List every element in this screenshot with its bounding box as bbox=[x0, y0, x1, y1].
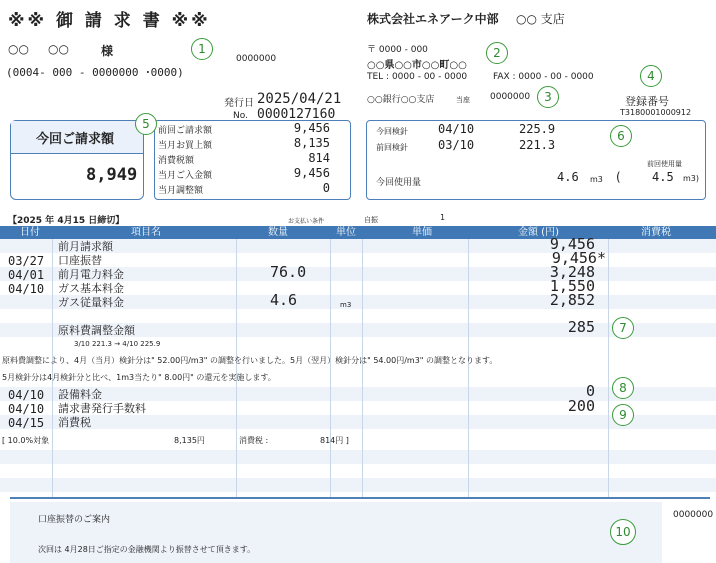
customer-code: (0004- 000 - 0000000 ･0000) bbox=[6, 66, 184, 79]
th-qty: 数量 bbox=[268, 227, 288, 238]
period-label: 【2025 年 4月15 日締切】 bbox=[8, 216, 125, 226]
row-amount: 9,456* bbox=[551, 249, 606, 267]
row-amount: 3,248 bbox=[549, 263, 595, 281]
column-divider bbox=[468, 239, 469, 499]
sender-tel: TEL : 0000 - 00 - 0000 bbox=[367, 72, 468, 82]
summary-label: 前回ご請求額 bbox=[158, 126, 213, 136]
row-item: 設備料金 bbox=[58, 388, 102, 401]
column-divider bbox=[236, 239, 237, 499]
meter-usage-value: 4.6 bbox=[557, 170, 579, 184]
th-amount: 金額 (円) bbox=[518, 227, 559, 238]
customer-name: ○○ bbox=[48, 42, 69, 56]
issue-no-label: No. bbox=[233, 111, 248, 121]
row-amount: 1,550 bbox=[549, 277, 595, 295]
th-tax: 消費税 bbox=[641, 227, 671, 238]
customer-name-prefix: ○○ bbox=[8, 42, 29, 56]
document-title: ※※ 御 請 求 書 ※※ bbox=[8, 11, 211, 31]
summary-value: 0 bbox=[322, 181, 330, 195]
bank-name: ○○銀行○○支店 bbox=[367, 95, 435, 105]
customer-honorific: 様 bbox=[101, 44, 114, 58]
summary-value: 814 bbox=[308, 151, 330, 165]
summary-value: 9,456 bbox=[293, 166, 330, 180]
row-item: 前月電力料金 bbox=[58, 268, 124, 281]
meter-usage-label: 今回使用量 bbox=[376, 178, 422, 188]
meter-prev-usage-value: 4.5 bbox=[652, 170, 674, 184]
row-item: ガス基本料金 bbox=[58, 282, 124, 295]
callout-badge: 8 bbox=[612, 377, 634, 399]
summary-label: 当月お買上額 bbox=[158, 141, 213, 151]
callout-badge: 7 bbox=[612, 317, 634, 339]
row-amount: 0 bbox=[585, 382, 595, 400]
row-qty: 76.0 bbox=[270, 263, 307, 281]
adjustment-note-1: 原料費調整により、4月（当月）検針分は" 52.00円/m3" の調整を行いました。5月（翌月）検針分は" 54.00円/m3" の調整となります。 bbox=[2, 356, 498, 365]
customer-code-right: 0000000 bbox=[236, 54, 277, 64]
payment-label: お支払い条件 bbox=[288, 218, 325, 225]
footer-message: 次回は 4月28日ご指定の金融機関より振替させて頂きます。 bbox=[38, 545, 256, 554]
th-unit: 単位 bbox=[336, 227, 356, 238]
column-divider bbox=[52, 239, 53, 499]
footer-code: 0000000 bbox=[673, 510, 714, 520]
column-divider bbox=[608, 239, 609, 499]
row-date: 03/27 bbox=[8, 254, 45, 268]
account-number: 0000000 bbox=[490, 92, 531, 102]
row-item: 口座振替 bbox=[58, 254, 102, 267]
row-amount: 285 bbox=[567, 318, 595, 336]
row-date: 04/01 bbox=[8, 268, 45, 282]
row-date: 04/10 bbox=[8, 388, 45, 402]
row-item: 消費税 bbox=[58, 416, 91, 429]
summary-label: 消費税額 bbox=[158, 156, 195, 166]
meter-previous-date: 03/10 bbox=[438, 138, 475, 152]
th-price: 単価 bbox=[412, 227, 432, 238]
callout-badge: 10 bbox=[610, 519, 636, 545]
registration-number: T3180001000912 bbox=[620, 108, 692, 117]
callout-badge: 5 bbox=[135, 113, 157, 135]
sender-postal: 〒 0000 - 000 bbox=[367, 45, 428, 55]
footer-title: 口座振替のご案内 bbox=[38, 515, 111, 525]
th-item: 項目名 bbox=[131, 227, 161, 238]
issue-date-label: 発行日 bbox=[224, 98, 254, 109]
billing-amount-label: 今回ご請求額 bbox=[36, 132, 115, 147]
payment-value: 1 bbox=[440, 213, 446, 222]
meter-reading-note: 3/10 221.3 → 4/10 225.9 bbox=[74, 340, 161, 348]
meter-prev-usage-unit: m3) bbox=[683, 174, 700, 183]
summary-value: 8,135 bbox=[293, 136, 330, 150]
sender-address: ○○県○○市○○町○○ bbox=[367, 60, 467, 71]
branch-name: ○○ 支店 bbox=[516, 12, 565, 26]
meter-current-label: 今回検針 bbox=[376, 127, 408, 136]
account-type: 当座 bbox=[456, 96, 470, 104]
row-date: 04/10 bbox=[8, 402, 45, 416]
row-item: 原料費調整金額 bbox=[58, 324, 135, 337]
registration-label: 登録番号 bbox=[625, 95, 669, 108]
tax-amount: 814円 ] bbox=[320, 436, 349, 445]
meter-usage-unit: m3 bbox=[590, 175, 603, 184]
callout-badge: 9 bbox=[612, 404, 634, 426]
billing-amount-value: 8,949 bbox=[86, 165, 138, 185]
meter-previous-value: 221.3 bbox=[519, 138, 556, 152]
issue-no: 0000127160 bbox=[257, 107, 336, 122]
callout-badge: 1 bbox=[191, 38, 213, 60]
payment-type: 自振 bbox=[364, 216, 378, 224]
meter-prev-usage-label: 前回使用量 bbox=[647, 160, 682, 168]
column-divider bbox=[362, 239, 363, 499]
row-date: 04/10 bbox=[8, 282, 45, 296]
tax-label: 消費税 : bbox=[239, 436, 269, 445]
table-header bbox=[0, 226, 716, 239]
row-item: ガス従量料金 bbox=[58, 296, 124, 309]
issue-date: 2025/04/21 bbox=[257, 91, 342, 107]
meter-previous-label: 前回検針 bbox=[376, 143, 408, 152]
meter-current-date: 04/10 bbox=[438, 122, 475, 136]
meter-open-paren: ( bbox=[616, 170, 621, 184]
callout-badge: 4 bbox=[640, 65, 662, 87]
tax-target-label: [ 10.0%対象 bbox=[2, 436, 50, 445]
footer-rule bbox=[10, 497, 710, 499]
summary-value: 9,456 bbox=[293, 121, 330, 135]
callout-badge: 6 bbox=[610, 125, 632, 147]
summary-label: 当月ご入金額 bbox=[158, 171, 213, 181]
callout-badge: 2 bbox=[486, 42, 508, 64]
row-date: 04/15 bbox=[8, 416, 45, 430]
summary-label: 当月調整額 bbox=[158, 186, 204, 196]
sender-fax: FAX : 0000 - 00 - 0000 bbox=[493, 72, 594, 82]
callout-badge: 3 bbox=[537, 86, 559, 108]
row-item: 前月請求額 bbox=[58, 240, 113, 253]
row-amount: 9,456 bbox=[549, 235, 595, 253]
adjustment-note-2: 5月検針分は4月検針分と比べ、1m3当たり" 8.00円" の還元を実施します。 bbox=[2, 373, 276, 382]
company-name: 株式会社エネアーク中部 bbox=[367, 12, 499, 26]
row-amount: 200 bbox=[567, 397, 595, 415]
row-item: 請求書発行手数料 bbox=[58, 402, 146, 415]
meter-current-value: 225.9 bbox=[519, 122, 556, 136]
row-unit: m3 bbox=[340, 301, 352, 309]
th-date: 日付 bbox=[20, 227, 40, 238]
tax-target-amount: 8,135円 bbox=[174, 436, 205, 445]
column-divider bbox=[330, 239, 331, 499]
row-amount: 2,852 bbox=[549, 291, 595, 309]
row-qty: 4.6 bbox=[270, 291, 298, 309]
